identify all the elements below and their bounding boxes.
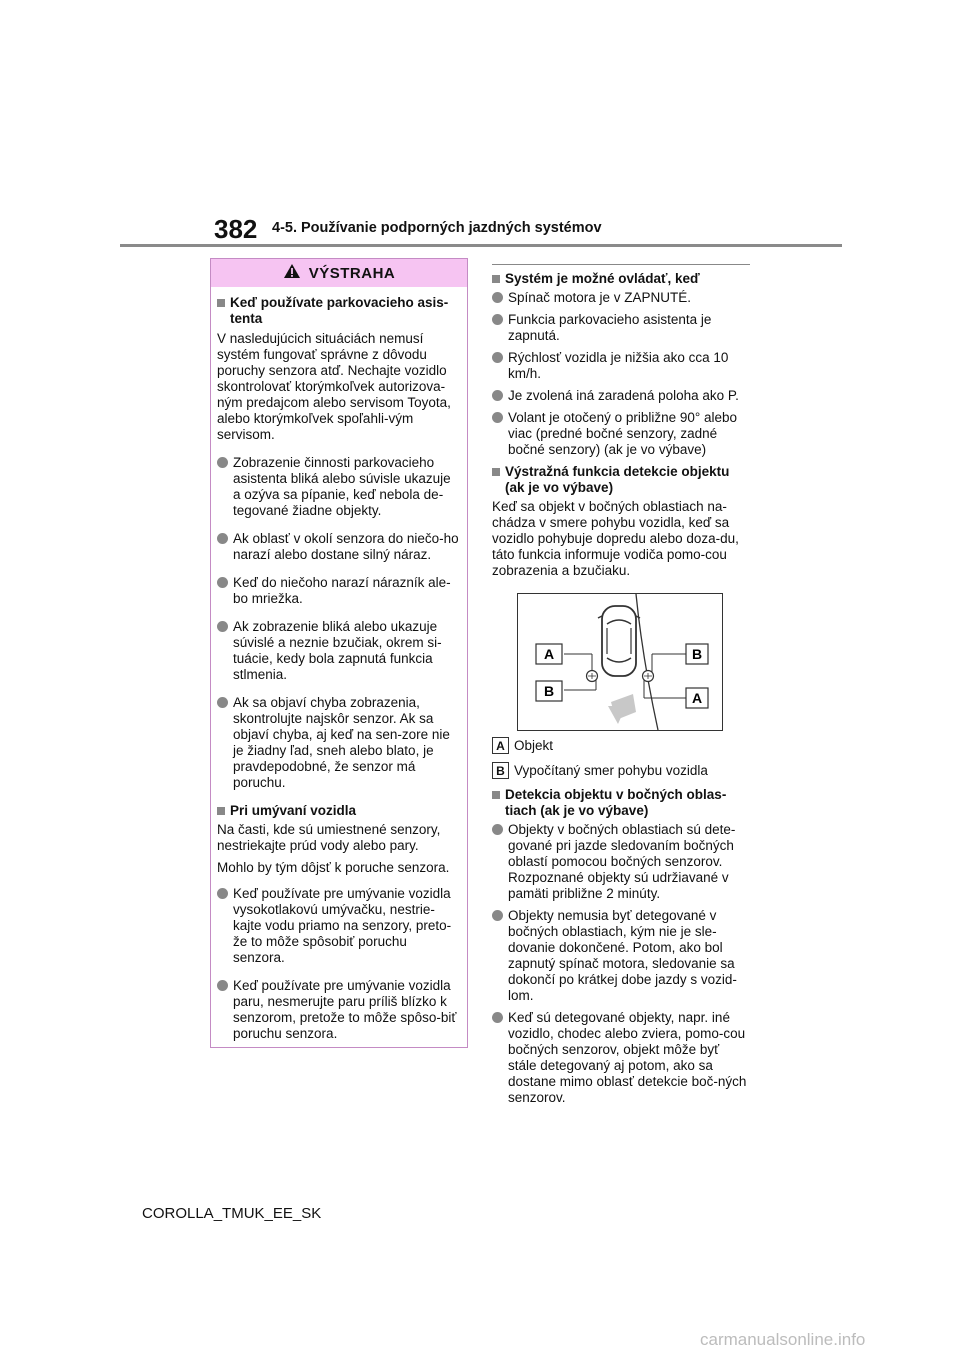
list-item: Zobrazenie činnosti parkovacieho asistenta bliká alebo súvisle ukazuje a ozýva sa pípanie, keď nebola de-tegované žiadne objekty. (217, 455, 461, 519)
list-item: Ak sa objaví chyba zobrazenia, skontrolujte najskôr senzor. Ak sa objaví chyba, aj keď na sen-zore nie je žiadny ľad, sneh alebo blato, je pravdepodobné, že senzor má poruchu. (217, 695, 461, 791)
legend-key: A (492, 737, 509, 754)
list-item: Ak zobrazenie bliká alebo ukazuje súvislé a neznie bzučiak, okrem si-tuácie, kedy bola zapnutá funkcia stlmenia. (217, 619, 461, 683)
page-number: 382 (214, 214, 258, 244)
chapter-title: 4-5. Používanie podporných jazdných systémov (272, 220, 602, 236)
warning-triangle-icon (283, 263, 301, 284)
bullet-icon (492, 910, 503, 921)
bullet-icon (217, 697, 228, 708)
bullet-icon (492, 1012, 503, 1023)
svg-text:B: B (543, 683, 555, 699)
legend-key: B (492, 762, 509, 779)
list-item: Keď používate pre umývanie vozidla paru, nesmerujte paru príliš blízko k senzorom, pretože to môže spôso-biť poruchu senzora. (217, 978, 461, 1042)
sensor-icon (643, 671, 654, 682)
bullet-icon (217, 457, 228, 468)
list-item: Rýchlosť vozidla je nižšia ako cca 10 km/h. (492, 350, 750, 382)
list-item: Keď používate pre umývanie vozidla vysokotlakovú umývačku, nestrie-kajte vodu priamo na senzory, preto-že to môže spôsobiť poruchu senzora. (217, 886, 461, 966)
square-bullet-icon (492, 275, 500, 283)
header-rule (120, 244, 842, 247)
movement-arrow-icon (608, 694, 636, 724)
label-a-left (536, 644, 562, 664)
legend-item: A Objekt (492, 737, 750, 754)
side-detection-diagram (517, 593, 723, 731)
section-heading: Keď používate parkovacieho asis-tenta (217, 295, 461, 327)
bullet-icon (492, 412, 503, 423)
list-item: Je zvolená iná zaradená poloha ako P. (492, 388, 750, 404)
section-heading: Detekcia objektu v bočných oblas-tiach (ak je vo výbave) (492, 787, 750, 819)
square-bullet-icon (217, 807, 225, 815)
svg-text:B: B (691, 646, 703, 662)
bullet-icon (492, 390, 503, 401)
list-item: Funkcia parkovacieho asistenta je zapnutá. (492, 312, 750, 344)
paragraph: Mohlo by tým dôjsť k poruche senzora. (217, 860, 450, 875)
paragraph: Keď sa objekt v bočných oblastiach na-chádza v smere pohybu vozidla, keď sa vozidlo pohybuje dopredu alebo doza-du, táto funkcia informuje vodiča pomo-cou zobrazenia a bzučiaku. (492, 499, 739, 578)
bullet-icon (217, 888, 228, 899)
list-item: Objekty v bočných oblastiach sú dete-gované pri jazde sledovaním bočných oblastí pomocou bočných senzorov. Rozpoznané objekty sú udržiavané v pamäti približne 2 minúty. (492, 822, 750, 902)
section-heading: Výstražná funkcia detekcie objektu (ak je vo výbave) (492, 464, 750, 496)
car-top-view-icon (598, 606, 640, 676)
watermark: carmanualsonline.info (700, 1330, 866, 1349)
list-item: Spínač motora je v ZAPNUTÉ. (492, 290, 750, 306)
bullet-icon (217, 980, 228, 991)
bullet-icon (217, 533, 228, 544)
bullet-icon (217, 577, 228, 588)
label-b-right (686, 644, 708, 664)
list-item: Keď do niečoho narazí nárazník ale-bo mriežka. (217, 575, 461, 607)
square-bullet-icon (492, 791, 500, 799)
section-heading: Pri umývaní vozidla (217, 803, 461, 819)
bullet-icon (492, 824, 503, 835)
column-rule (492, 264, 750, 265)
document-id: COROLLA_TMUK_EE_SK (142, 1205, 322, 1222)
label-a-right (686, 688, 708, 708)
legend-item: B Vypočítaný smer pohybu vozidla (492, 762, 750, 779)
warning-box (210, 258, 468, 1048)
paragraph: Na časti, kde sú umiestnené senzory, nestriekajte prúd vody alebo pary. (217, 822, 441, 853)
warning-title: VÝSTRAHA (308, 264, 396, 282)
list-item: Ak oblasť v okolí senzora do niečo-ho narazí alebo dostane silný náraz. (217, 531, 461, 563)
svg-text:A: A (543, 646, 555, 662)
list-item: Keď sú detegované objekty, napr. iné vozidlo, chodec alebo zviera, pomo-cou bočných senzorov, objekt môže byť stále detegovaný aj potom, ako sa dostane mimo oblasť detekcie boč-ných senzorov. (492, 1010, 750, 1106)
section-heading: Systém je možné ovládať, keď (492, 271, 750, 287)
bullet-icon (492, 314, 503, 325)
sensor-icon (587, 671, 598, 682)
square-bullet-icon (492, 468, 500, 476)
bullet-icon (492, 352, 503, 363)
list-item: Objekty nemusia byť detegované v bočných oblastiach, kým nie je sle-dovanie dokončené. Potom, ako bol zapnutý spínač motora, sledovanie sa dokončí po krátkej dobe jazdy s vozid-lom. (492, 908, 750, 1004)
right-column (492, 264, 750, 1112)
bullet-icon (492, 292, 503, 303)
paragraph: V nasledujúcich situáciách nemusí systém fungovať správne z dôvodu poruchy senzora atď. Nechajte vozidlo skontrolovať ktorýmkoľvek autorizova-ným predajcom alebo servisom Toyota, alebo ktorýmkoľvek spoľahli-vým servisom. (217, 331, 451, 442)
warning-header (211, 259, 467, 287)
bullet-icon (217, 621, 228, 632)
label-b-left (536, 681, 562, 701)
list-item: Volant je otočený o približne 90° alebo viac (predné bočné senzory, zadné bočné senzory) (ak je vo výbave) (492, 410, 750, 458)
svg-text:A: A (691, 690, 703, 706)
square-bullet-icon (217, 299, 225, 307)
